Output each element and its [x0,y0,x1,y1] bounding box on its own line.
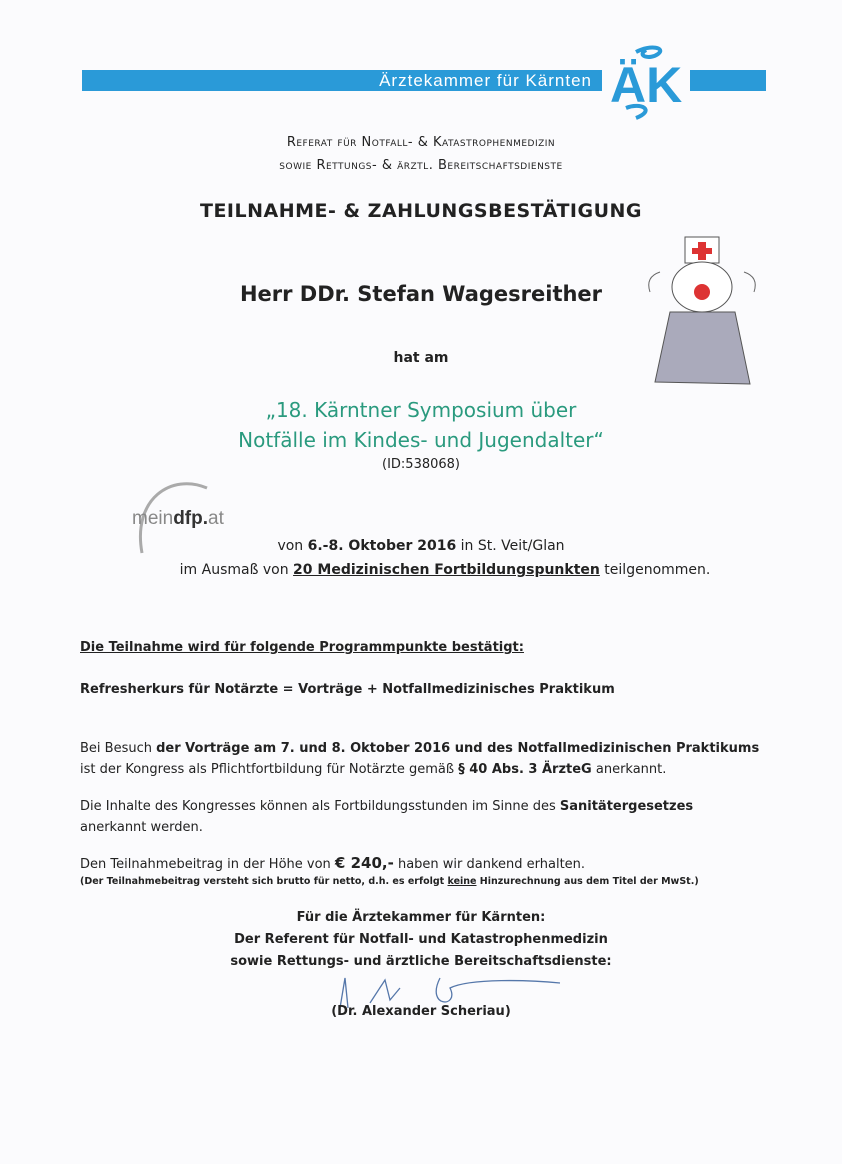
paragraph-3 [80,854,780,872]
legal-reference: § 40 Abs. 3 ÄrzteG [458,762,592,777]
org-name: Ärztekammer für Kärnten [379,71,592,90]
fee-amount: € 240,- [334,854,394,872]
event-id: (ID:538068) [382,457,460,472]
text: in St. Veit/Glan [456,538,565,554]
event-dates: 6.-8. Oktober 2016 [307,538,457,554]
program-heading: Die Teilnahme wird für folgende Programmpunkte bestätigt: [80,640,524,655]
recipient-name: Herr DDr. Stefan Wagesreither [239,282,603,306]
text-bold: der Vorträge am 7. und 8. Oktober 2016 und des Notfallmedizinischen Praktikums [156,741,760,756]
header-bar-right [690,70,766,91]
hat-am-text: hat am [393,350,449,366]
logo-text-bold: dfp. [173,508,209,529]
text: Den Teilnahmebeitrag in der Höhe von [80,857,335,872]
paragraph-2 [80,796,780,838]
event-title-line-2: Notfälle im Kindes- und Jugendalter“ [238,428,604,452]
points-line [24,562,842,578]
text-underlined: keine [447,876,477,887]
department-line-2: sowie Rettungs- & ärztl. Bereitschaftsdienste [279,158,563,173]
fee-note [80,876,780,887]
signatory-name: (Dr. Alexander Scheriau) [331,1004,511,1019]
text-bold: Sanitätergesetzes [559,799,694,814]
signature [330,968,570,1028]
text: anerkannt. [591,762,667,777]
document-title: TEILNAHME- & ZAHLUNGSBESTÄTIGUNG [199,200,643,222]
text: ist der Kongress als Pflichtfortbildung für Notärzte gemäß [80,762,459,777]
date-line [0,538,842,554]
closing-line-1: Für die Ärztekammer für Kärnten: [296,910,546,925]
text: teilgenommen. [599,562,711,578]
svg-text:ÄK: ÄK [610,57,683,113]
logo-text: mein [132,508,174,529]
text: von [277,538,308,554]
text: Bei Besuch [80,741,157,756]
aek-logo-icon [606,44,688,120]
event-title-line-1: „18. Kärntner Symposium über [265,398,577,422]
doctor-clown-illustration [640,232,770,402]
paragraph-1 [80,738,780,780]
text: (Der Teilnahmebeitrag versteht sich brutto für netto, d.h. es erfolgt [80,876,448,887]
text: Hinzurechnung aus dem Titel der MwSt.) [476,876,699,887]
logo-text-suffix: at [208,508,224,529]
text: im Ausmaß von [179,562,294,578]
program-item: Refresherkurs für Notärzte = Vorträge + Notfallmedizinisches Praktikum [80,682,615,697]
department-line-1: Referat für Notfall- & Katastrophenmedizin [286,135,556,150]
closing-line-3: sowie Rettungs- und ärztliche Bereitschaftsdienste: [230,954,612,969]
text: haben wir dankend erhalten. [393,857,586,872]
text: Die Inhalte des Kongresses können als Fortbildungsstunden im Sinne des [80,799,560,814]
text: anerkannt werden. [80,820,203,835]
closing-line-2: Der Referent für Notfall- und Katastrophenmedizin [234,932,608,947]
meindfp-logo [132,508,224,530]
cme-points: 20 Medizinischen Fortbildungspunkten [293,562,600,578]
